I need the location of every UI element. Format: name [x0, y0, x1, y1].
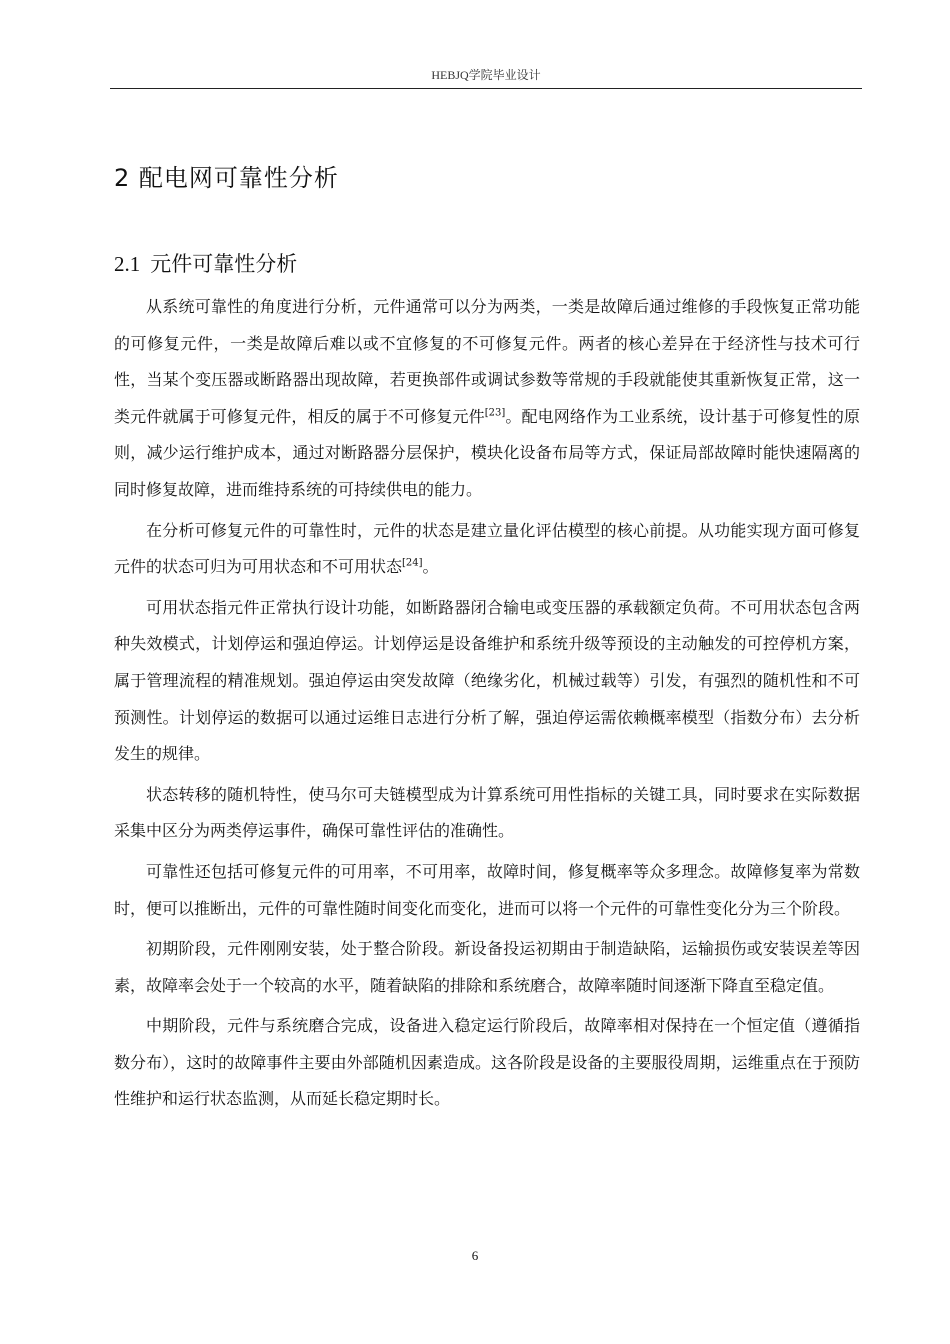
header-rule [110, 88, 862, 89]
paragraph-1 [114, 289, 860, 509]
citation-24: [24] [402, 557, 423, 569]
paragraph-4: 状态转移的随机特性，使马尔可夫链模型成为计算系统可用性指标的关键工具，同时要求在实际数据采集中区分为两类停运事件，确保可靠性评估的准确性。 [114, 784, 860, 841]
section-title-text: 元件可靠性分析 [150, 252, 298, 276]
paragraph-1-tail: 。配电网络作为工业系统，设计基于可修复性的原则，减少运行维护成本，通过对断路器分层保护，模块化设备布局等方式，保证局部故障时能快速隔离的同时修复故障，进而维持系统的可持续供电的能力。 [114, 406, 860, 499]
paragraph-3: 可用状态指元件正常执行设计功能，如断路器闭合输电或变压器的承载额定负荷。不可用状态包含两种失效模式，计划停运和强迫停运。计划停运是设备维护和系统升级等预设的主动触发的可控停机方案，属于管理流程的精准规划。强迫停运由突发故障（绝缘劣化，机械过载等）引发，有强烈的随机性和不可预测性。计划停运的数据可以通过运维日志进行分析了解，强迫停运需依赖概率模型（指数分布）去分析发生的规律。 [114, 597, 860, 764]
page-header: HEBJQ学院毕业设计 [431, 68, 541, 82]
section-title [114, 248, 297, 278]
paragraph-2 [114, 513, 860, 586]
section-number: 2.1 [114, 252, 141, 276]
paragraph-2-tail: 。 [422, 557, 439, 577]
chapter-title: 2 配电网可靠性分析 [114, 164, 339, 192]
citation-23: [23] [484, 407, 506, 419]
paragraph-2-text: 在分析可修复元件的可靠性时，元件的状态是建立量化评估模型的核心前提。从功能实现方面可修复元件的状态可归为可用状态和不可用状态 [114, 520, 860, 577]
paragraph-1-text: 从系统可靠性的角度进行分析，元件通常可以分为两类，一类是故障后通过维修的手段恢复正常功能的可修复元件，一类是故障后难以或不宜修复的不可修复元件。两者的核心差异在于经济性与技术可行性，当某个变压器或断路器出现故障，若更换部件或调试参数等常规的手段就能使其重新恢复正常，这一类元件就属于可修复元件，相反的属于不可修复元件 [114, 297, 860, 426]
paragraph-6: 初期阶段，元件刚刚安装，处于整合阶段。新设备投运初期由于制造缺陷，运输损伤或安装误差等因素，故障率会处于一个较高的水平，随着缺陷的排除和系统磨合，故障率随时间逐渐下降直至稳定值。 [114, 939, 860, 995]
paragraph-5: 可靠性还包括可修复元件的可用率，不可用率，故障时间，修复概率等众多理念。故障修复率为常数时，便可以推断出，元件的可靠性随时间变化而变化，进而可以将一个元件的可靠性变化分为三个阶段。 [114, 861, 860, 918]
page-number: 6 [471, 1248, 479, 1263]
paragraph-7: 中期阶段，元件与系统磨合完成，设备进入稳定运行阶段后，故障率相对保持在一个恒定值（遵循指数分布），这时的故障事件主要由外部随机因素造成。这各阶段是设备的主要服役周期，运维重点在于预防性维护和运行状态监测，从而延长稳定期时长。 [114, 1016, 860, 1109]
body-text [114, 289, 860, 1122]
